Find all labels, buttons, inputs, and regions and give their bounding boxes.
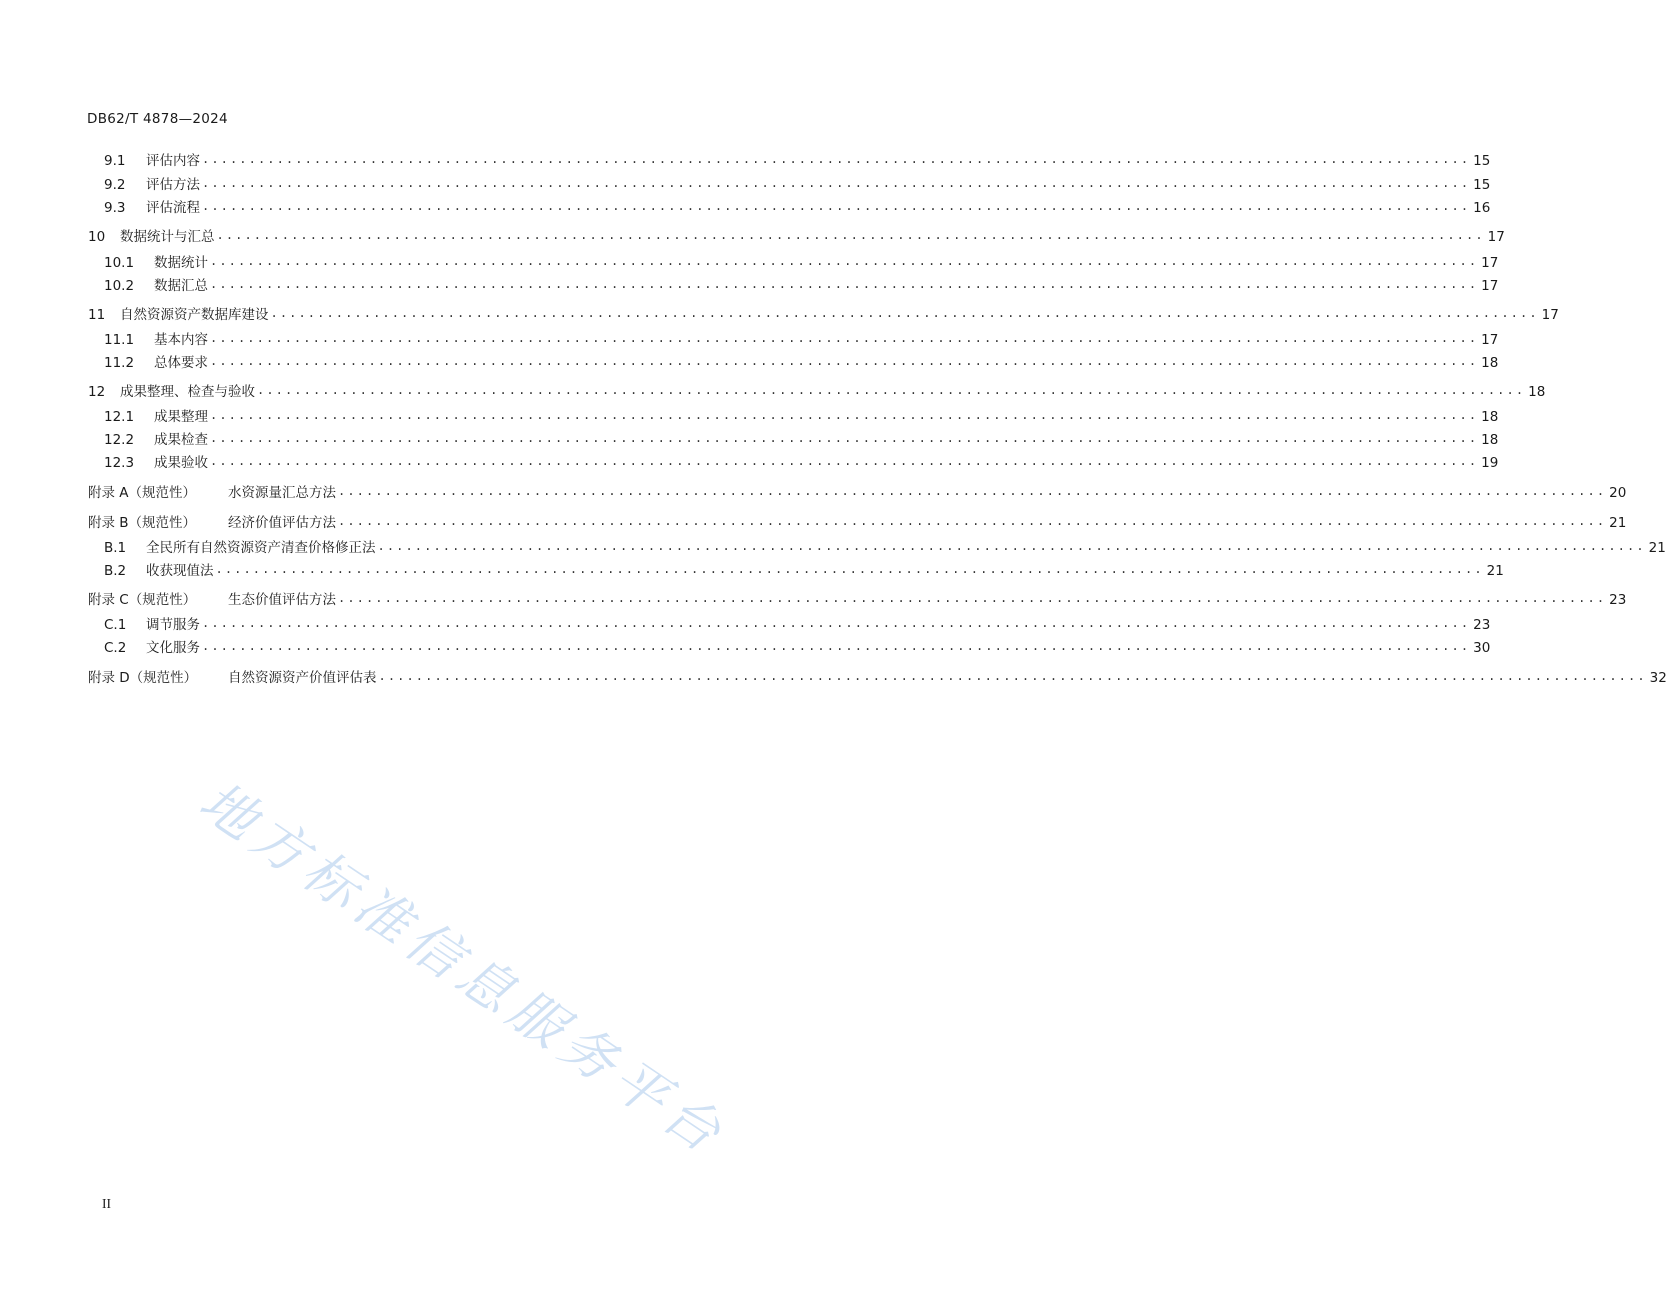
toc-entry-page: 23 [1609, 592, 1627, 608]
toc-entry-page: 15 [1473, 177, 1491, 193]
toc-entry-number: 10.2 [104, 278, 135, 294]
dot-leader: ........................................................................................................................................ [378, 669, 1647, 683]
page-number: II [102, 1196, 111, 1211]
toc-entry-title: 成果整理、检查与验收 [120, 384, 255, 400]
toc-entry-number: 12 [88, 384, 106, 400]
toc-entry-number: 10.1 [104, 255, 135, 271]
toc-entry-page: 19 [1481, 455, 1499, 471]
toc-entry-title: 自然资源资产数据库建设 [120, 307, 269, 323]
toc-entry-c-2[interactable] [0, 638, 1491, 658]
toc-entry-10-2[interactable] [0, 276, 1499, 296]
dot-leader: ........................................................................................................................................ [270, 306, 1539, 320]
toc-entry-number: 12.2 [104, 432, 135, 448]
toc-entry-b-2[interactable] [0, 561, 1504, 581]
toc-entry-10[interactable] [0, 227, 1505, 247]
toc-entry-number: 11 [88, 307, 106, 323]
toc-entry-number: 9.1 [104, 153, 126, 169]
toc-entry-number: 10 [88, 229, 106, 245]
toc-entry-12-2[interactable] [0, 430, 1499, 450]
toc-entry-number: 12.1 [104, 409, 135, 425]
dot-leader: ........................................................................................................................................ [210, 277, 1479, 291]
toc-entry-page: 16 [1473, 200, 1491, 216]
toc-entry-title: 评估方法 [146, 177, 200, 193]
dot-leader: ........................................................................................................................................ [210, 254, 1479, 268]
toc-entry-page: 18 [1481, 355, 1499, 371]
dot-leader: ........................................................................................................................................ [210, 408, 1479, 422]
toc-entry-title: 水资源量汇总方法 [228, 485, 336, 501]
dot-leader: ........................................................................................................................................ [202, 639, 1471, 653]
toc-entry-number: 附录 B（规范性） [88, 515, 197, 531]
toc-entry-appendix-c[interactable] [0, 590, 1627, 610]
toc-entry-page: 23 [1473, 617, 1491, 633]
toc-entry-page: 17 [1481, 332, 1499, 348]
toc-entry-11-1[interactable] [0, 330, 1499, 350]
toc-entry-12[interactable] [0, 382, 1546, 402]
toc-entry-title: 总体要求 [154, 355, 208, 371]
toc-entry-page: 15 [1473, 153, 1491, 169]
toc-entry-page: 18 [1481, 432, 1499, 448]
toc-entry-page: 18 [1528, 384, 1546, 400]
toc-entry-number: 9.3 [104, 200, 126, 216]
dot-leader: ........................................................................................................................................ [216, 228, 1485, 242]
toc-entry-page: 17 [1487, 229, 1505, 245]
toc-entry-number: 11.2 [104, 355, 135, 371]
toc-entry-title: 收获现值法 [146, 563, 214, 579]
dot-leader: ........................................................................................................................................ [338, 514, 1607, 528]
toc-entry-number: 附录 D（规范性） [88, 670, 198, 686]
toc-entry-title: 生态价值评估方法 [228, 592, 336, 608]
toc-entry-page: 21 [1648, 540, 1666, 556]
toc-entry-title: 自然资源资产价值评估表 [228, 670, 377, 686]
toc-entry-9-1[interactable] [0, 151, 1491, 171]
toc-entry-number: C.2 [104, 640, 127, 656]
toc-entry-title: 数据统计与汇总 [120, 229, 215, 245]
watermark: 地方标准信息服务平台 [188, 769, 738, 1169]
toc-entry-9-2[interactable] [0, 175, 1491, 195]
dot-leader: ........................................................................................................................................ [202, 176, 1471, 190]
toc-entry-12-1[interactable] [0, 407, 1499, 427]
toc-entry-page: 32 [1649, 670, 1667, 686]
toc-entry-c-1[interactable] [0, 615, 1491, 635]
toc-entry-appendix-d[interactable] [0, 668, 1667, 688]
toc-entry-number: B.1 [104, 540, 127, 556]
toc-entry-number: 附录 C（规范性） [88, 592, 197, 608]
toc-entry-number: 12.3 [104, 455, 135, 471]
toc-entry-title: 成果验收 [154, 455, 208, 471]
toc-entry-page: 21 [1609, 515, 1627, 531]
toc-entry-page: 17 [1481, 255, 1499, 271]
toc-entry-page: 20 [1609, 485, 1627, 501]
dot-leader: ........................................................................................................................................ [210, 431, 1479, 445]
toc-entry-title: 调节服务 [146, 617, 200, 633]
toc-entry-number: 11.1 [104, 332, 135, 348]
toc-entry-number: B.2 [104, 563, 127, 579]
toc-entry-number: 附录 A（规范性） [88, 485, 197, 501]
toc-entry-title: 数据汇总 [154, 278, 208, 294]
toc-entry-appendix-a[interactable] [0, 483, 1627, 503]
dot-leader: ........................................................................................................................................ [202, 152, 1471, 166]
dot-leader: ........................................................................................................................................ [202, 616, 1471, 630]
toc-entry-10-1[interactable] [0, 253, 1499, 273]
toc-entry-title: 评估流程 [146, 200, 200, 216]
toc-entry-title: 文化服务 [146, 640, 200, 656]
toc-entry-page: 21 [1486, 563, 1504, 579]
document-code: DB62/T 4878—2024 [87, 111, 228, 127]
toc-entry-number: 9.2 [104, 177, 126, 193]
toc-entry-page: 17 [1481, 278, 1499, 294]
toc-entry-page: 18 [1481, 409, 1499, 425]
dot-leader: ........................................................................................................................................ [338, 484, 1607, 498]
dot-leader: ........................................................................................................................................ [210, 354, 1479, 368]
toc-entry-title: 基本内容 [154, 332, 208, 348]
toc-entry-number: C.1 [104, 617, 127, 633]
dot-leader: ........................................................................................................................................ [257, 383, 1526, 397]
dot-leader: ........................................................................................................................................ [338, 591, 1607, 605]
toc-entry-title: 经济价值评估方法 [228, 515, 336, 531]
toc-entry-title: 全民所有自然资源资产清查价格修正法 [146, 540, 376, 556]
dot-leader: ........................................................................................................................................ [215, 562, 1484, 576]
toc-entry-title: 评估内容 [146, 153, 200, 169]
dot-leader: ........................................................................................................................................ [202, 199, 1471, 213]
toc-entry-title: 成果检查 [154, 432, 208, 448]
dot-leader: ........................................................................................................................................ [210, 331, 1479, 345]
toc-entry-11[interactable] [0, 305, 1559, 325]
dot-leader: ........................................................................................................................................ [210, 454, 1479, 468]
toc-entry-title: 数据统计 [154, 255, 208, 271]
toc-entry-12-3[interactable] [0, 453, 1499, 473]
toc-entry-b-1[interactable] [0, 538, 1666, 558]
toc-entry-11-2[interactable] [0, 353, 1499, 373]
toc-entry-page: 17 [1541, 307, 1559, 323]
toc-entry-appendix-b[interactable] [0, 513, 1627, 533]
toc-entry-title: 成果整理 [154, 409, 208, 425]
toc-entry-page: 30 [1473, 640, 1491, 656]
dot-leader: ........................................................................................................................................ [377, 539, 1646, 553]
toc-entry-9-3[interactable] [0, 198, 1491, 218]
